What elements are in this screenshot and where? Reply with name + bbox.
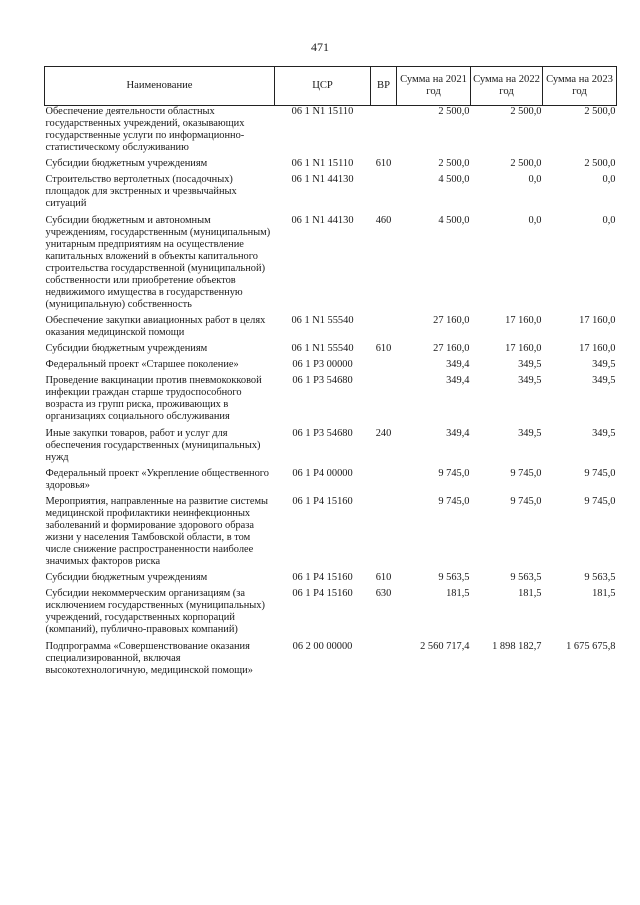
row-csr: 06 1 N1 44130 [291, 214, 354, 226]
row-sum-2023: 17 160,0 [579, 315, 616, 326]
row-sum-2021: 9 745,0 [438, 467, 470, 479]
row-sum-2022: 349,5 [518, 359, 542, 371]
row-sum-2023: 181,5 [592, 588, 616, 600]
row-csr: 06 1 P3 54680 [292, 375, 353, 387]
row-vr: 610 [375, 343, 392, 355]
row-sum-2021: 2 500,0 [438, 158, 470, 170]
table-row [45, 174, 617, 214]
budget-table [44, 66, 617, 681]
row-sum-2022: 17 160,0 [505, 343, 542, 355]
row-sum-2021: 27 160,0 [433, 343, 470, 355]
row-name: Федеральный проект «Укрепление общественного здоровья» [45, 467, 270, 491]
row-vr [371, 496, 397, 572]
row-vr [371, 106, 397, 159]
row-name: Федеральный проект «Старшее поколение» [45, 359, 239, 371]
row-csr: 06 1 P4 15160 [292, 572, 353, 584]
row-csr: 06 1 P3 54680 [292, 427, 353, 439]
table-row [45, 215, 617, 316]
row-sum-2021: 349,4 [446, 359, 470, 371]
table-row [45, 359, 617, 375]
row-sum-2022: 0,0 [528, 174, 542, 186]
header-csr: ЦСР [275, 67, 371, 106]
header-vr: ВР [371, 67, 397, 106]
table-header-row [45, 67, 617, 106]
row-name: Строительство вертолетных (посадочных) площадок для экстренных и чрезвычайных ситуаций [45, 174, 237, 210]
row-name: Проведение вакцинации против пневмококковой инфекции граждан старше трудоспособного возраста из групп риска, проживающих в организациях социального обслуживания [45, 375, 262, 423]
row-csr: 06 2 00 00000 [292, 640, 353, 652]
row-sum-2021: 9 745,0 [438, 495, 470, 507]
table-row [45, 588, 617, 640]
row-vr: 240 [375, 427, 392, 439]
table-row [45, 375, 617, 427]
row-name: Субсидии бюджетным учреждениям [45, 343, 208, 355]
table-row [45, 641, 617, 681]
row-sum-2023: 349,5 [592, 375, 616, 387]
row-vr [371, 468, 397, 496]
row-sum-2022: 9 745,0 [510, 467, 542, 479]
row-sum-2022: 2 500,0 [510, 158, 542, 170]
row-csr: 06 1 N1 55540 [291, 315, 354, 326]
table-row [45, 468, 617, 496]
row-vr [371, 315, 397, 343]
row-vr [371, 359, 397, 375]
table-row [45, 572, 617, 588]
row-sum-2023: 2 500,0 [584, 158, 616, 170]
row-sum-2023: 2 500,0 [584, 106, 616, 117]
row-sum-2023: 1 675 675,8 [566, 640, 616, 652]
row-vr [371, 375, 397, 427]
row-sum-2023: 9 745,0 [584, 495, 616, 507]
table-body [45, 106, 617, 681]
row-vr [371, 174, 397, 214]
table-row [45, 158, 617, 174]
row-csr: 06 1 N1 55540 [291, 343, 354, 355]
row-csr: 06 1 P4 15160 [292, 495, 353, 507]
row-csr: 06 1 P4 00000 [292, 467, 353, 479]
page-number: 471 [311, 40, 329, 54]
row-csr: 06 1 N1 15110 [291, 158, 354, 170]
row-sum-2022: 9 563,5 [510, 572, 542, 584]
row-name: Субсидии бюджетным и автономным учреждениям, государственным (муниципальным) унитарным предприятиям на осуществление капитальных вложений в объекты капитального строительства государственной (муниципальной) собственности или приобретение объектов недвижимого имущества в государственную (муниципальную) собственность [45, 214, 271, 310]
row-vr [371, 641, 397, 681]
row-name: Мероприятия, направленные на развитие системы медицинской профилактики неинфекционных заболеваний и формирование здорового образа жизни у населения Тамбовской области, в том числе снижение распространенности наиболее значимых факторов риска [45, 495, 269, 568]
row-csr: 06 1 N1 44130 [291, 174, 354, 186]
row-csr: 06 1 P4 15160 [292, 588, 353, 600]
row-sum-2023: 9 563,5 [584, 572, 616, 584]
row-sum-2023: 0,0 [602, 214, 616, 226]
row-sum-2022: 2 500,0 [510, 106, 542, 117]
row-name: Обеспечение закупки авиационных работ в целях оказания медицинской помощи [45, 315, 266, 339]
row-name: Обеспечение деятельности областных государственных учреждений, оказывающих государственные услуги по информационно-статистическому обслуживанию [45, 106, 245, 154]
row-sum-2021: 4 500,0 [438, 174, 470, 186]
row-name: Субсидии бюджетным учреждениям [45, 158, 208, 170]
row-sum-2021: 181,5 [446, 588, 470, 600]
row-sum-2022: 9 745,0 [510, 495, 542, 507]
row-sum-2021: 2 500,0 [438, 106, 470, 117]
row-sum-2021: 349,4 [446, 427, 470, 439]
row-sum-2023: 17 160,0 [579, 343, 616, 355]
row-sum-2021: 349,4 [446, 375, 470, 387]
row-name: Субсидии бюджетным учреждениям [45, 572, 208, 584]
row-name: Субсидии некоммерческим организациям (за исключением государственных (муниципальных) учреждений, государственных корпораций (компаний), публично-правовых компаний) [45, 588, 265, 636]
row-sum-2022: 0,0 [528, 214, 542, 226]
table-row [45, 343, 617, 359]
row-csr: 06 1 P3 00000 [292, 359, 353, 371]
row-sum-2021: 9 563,5 [438, 572, 470, 584]
header-name: Наименование [45, 67, 275, 106]
row-sum-2021: 2 560 717,4 [420, 640, 470, 652]
row-sum-2023: 0,0 [602, 174, 616, 186]
row-sum-2022: 181,5 [518, 588, 542, 600]
header-sum-2023: Сумма на 2023 год [543, 67, 617, 106]
row-vr: 610 [375, 572, 392, 584]
row-sum-2022: 1 898 182,7 [492, 640, 542, 652]
row-sum-2022: 349,5 [518, 427, 542, 439]
row-sum-2023: 349,5 [592, 427, 616, 439]
row-vr: 610 [375, 158, 392, 170]
table-row [45, 428, 617, 468]
table-row [45, 315, 617, 343]
table-row [45, 496, 617, 572]
header-sum-2022: Сумма на 2022 год [471, 67, 543, 106]
row-sum-2021: 27 160,0 [433, 315, 470, 326]
row-sum-2021: 4 500,0 [438, 214, 470, 226]
row-name: Подпрограмма «Совершенствование оказания специализированной, включая высокотехнологичную, медицинской помощи» [45, 640, 253, 676]
row-sum-2022: 349,5 [518, 375, 542, 387]
table-row [45, 106, 617, 159]
row-sum-2023: 9 745,0 [584, 467, 616, 479]
row-sum-2023: 349,5 [592, 359, 616, 371]
header-sum-2021: Сумма на 2021 год [397, 67, 471, 106]
row-vr: 460 [375, 214, 392, 226]
row-vr: 630 [375, 588, 392, 600]
row-csr: 06 1 N1 15110 [291, 106, 354, 117]
row-name: Иные закупки товаров, работ и услуг для обеспечения государственных (муниципальных) нужд [45, 427, 261, 463]
row-sum-2022: 17 160,0 [505, 315, 542, 326]
